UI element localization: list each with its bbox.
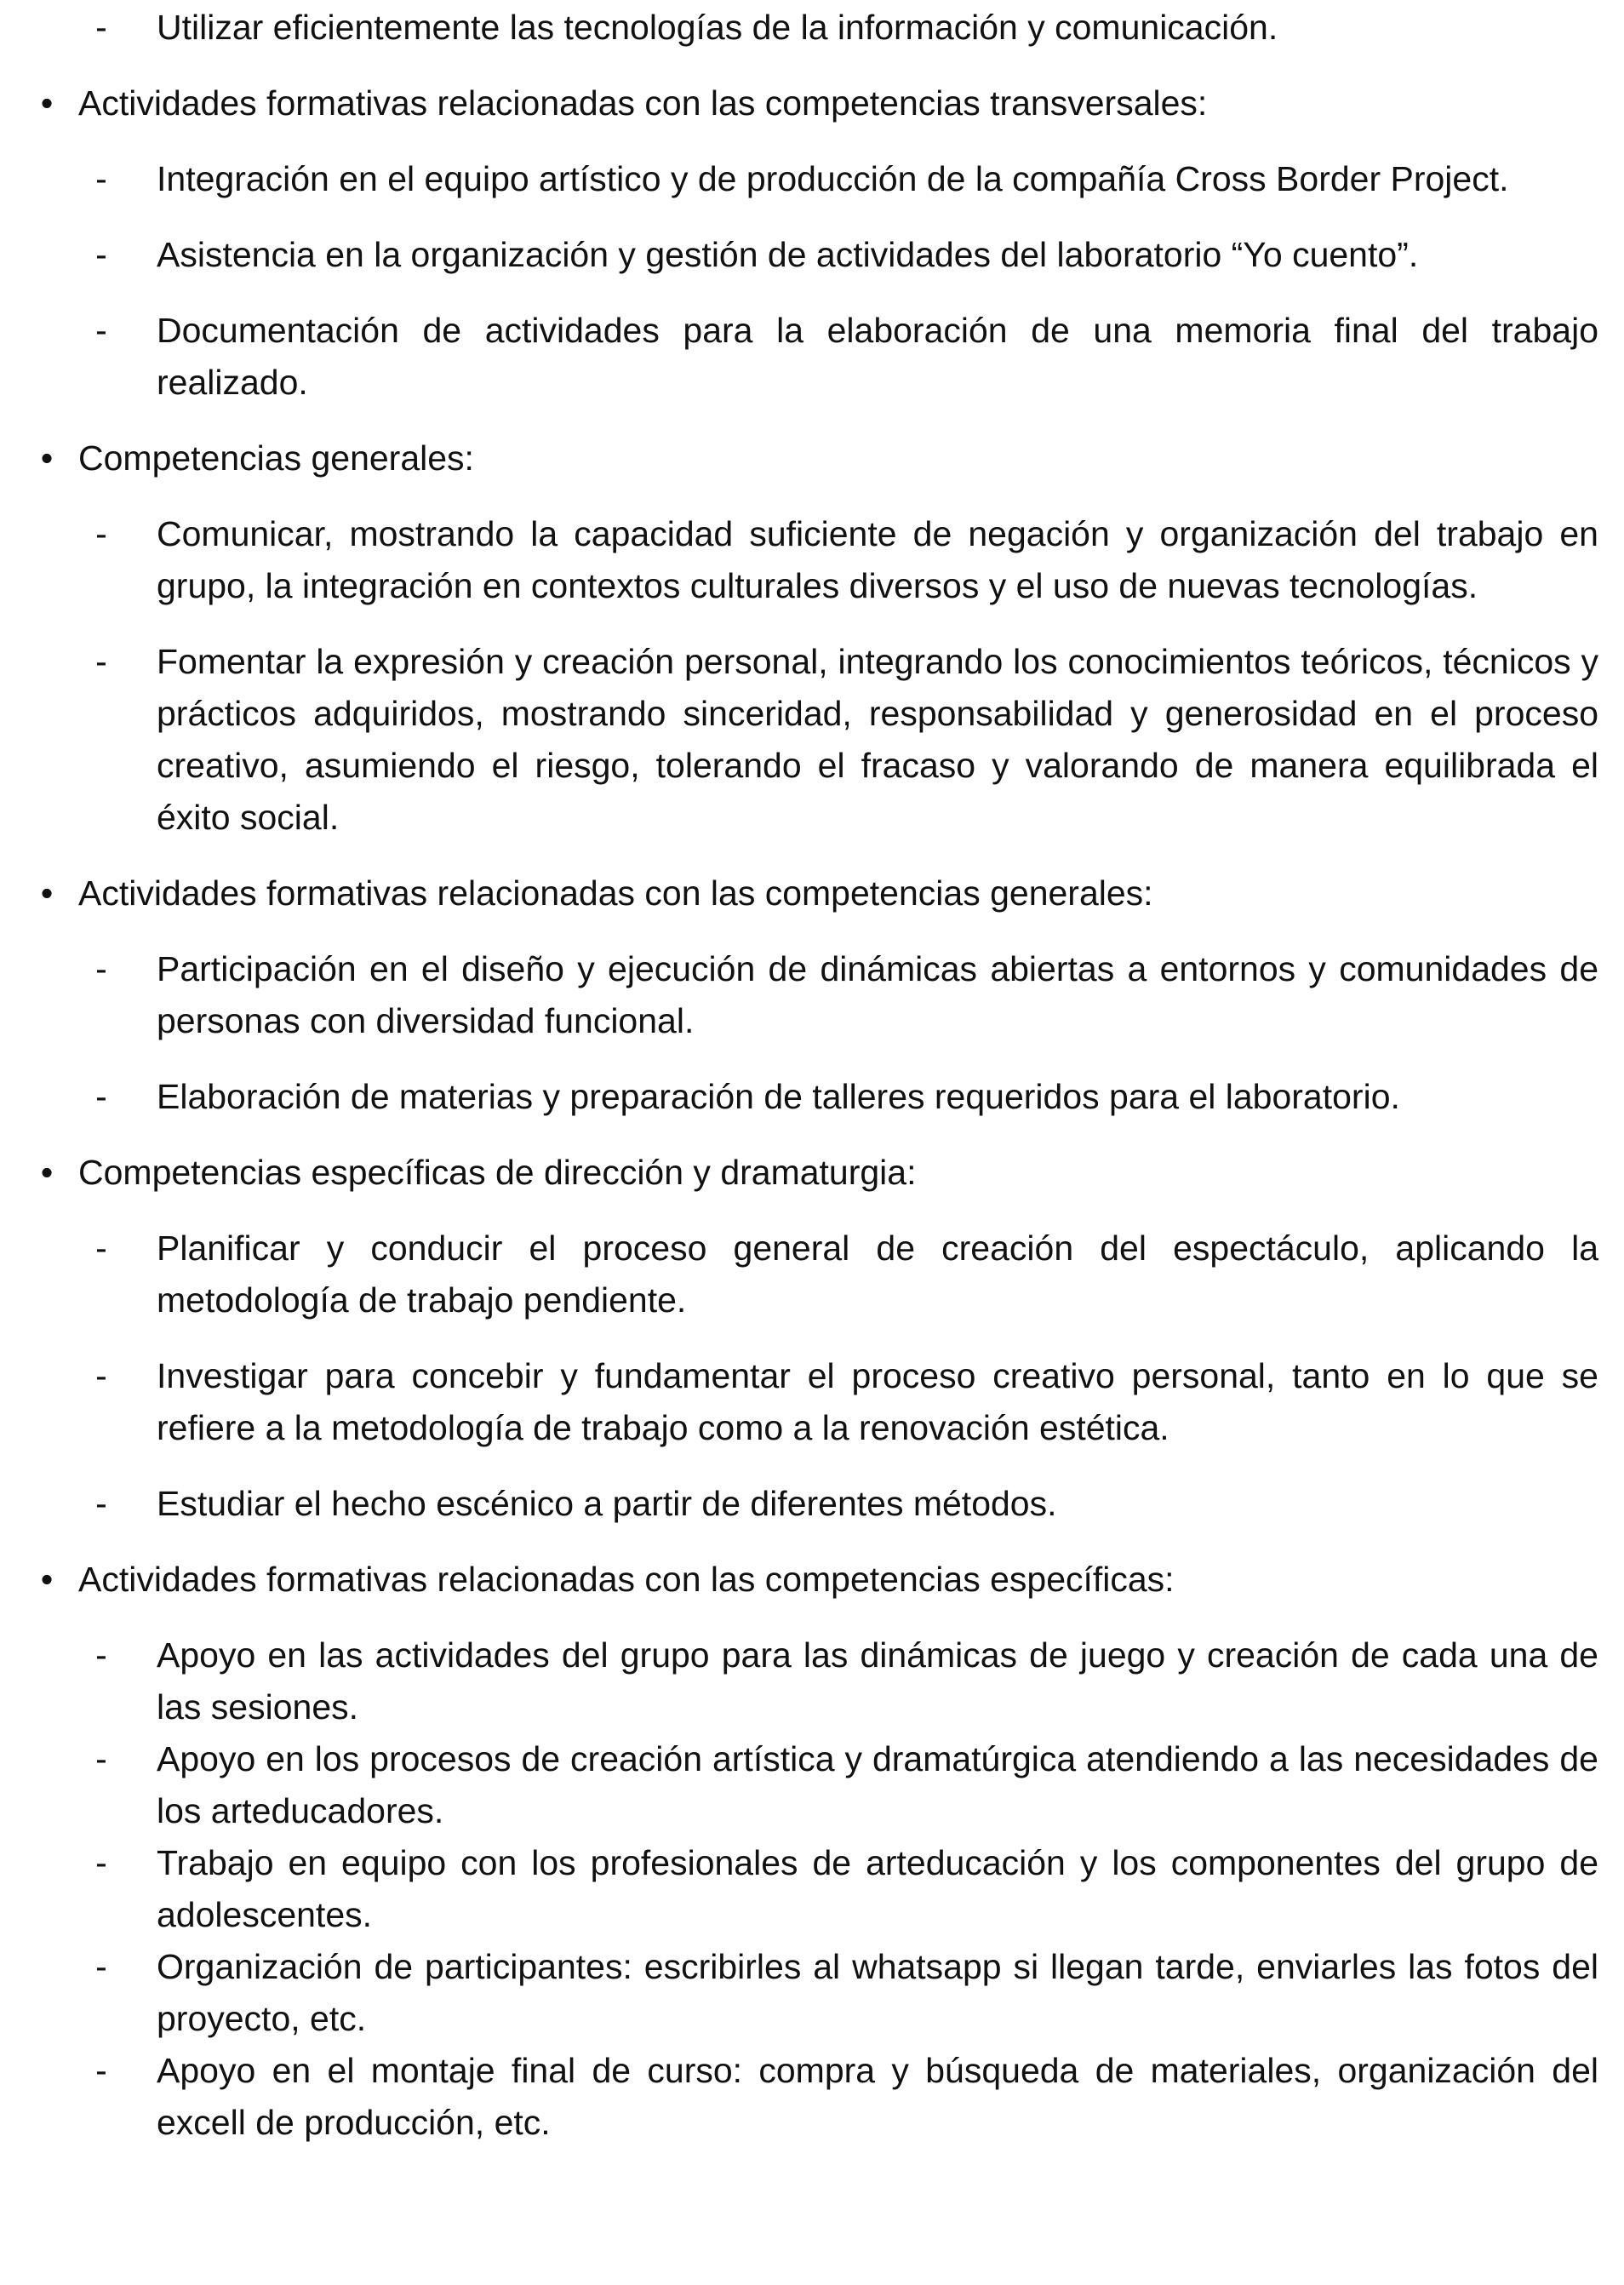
item-text: Trabajo en equipo con los profesionales de arteducación y los componentes del grupo de adolescentes. (157, 1843, 1598, 1934)
bullet-marker: • (40, 438, 54, 478)
item-text: Integración en el equipo artístico y de producción de la compañía Cross Border Project. (157, 159, 1509, 198)
list-item-bullet (40, 1147, 1598, 1199)
list-item-dash (95, 1733, 1598, 1837)
item-text: Apoyo en las actividades del grupo para las dinámicas de juego y creación de cada una de las sesiones. (157, 1635, 1598, 1727)
item-text: Planificar y conducir el proceso general de creación del espectáculo, aplicando la metodología de trabajo pendiente. (157, 1228, 1598, 1320)
bullet-marker: • (40, 83, 54, 123)
item-text: Estudiar el hecho escénico a partir de diferentes métodos. (157, 1484, 1057, 1523)
dash-marker: - (95, 1077, 107, 1116)
list-item-dash (95, 2045, 1598, 2149)
list-item-dash (95, 1941, 1598, 2045)
list-item-dash (95, 153, 1598, 205)
dash-marker: - (95, 159, 107, 198)
list-item-bullet (40, 432, 1598, 484)
item-text: Fomentar la expresión y creación personal, integrando los conocimientos teóricos, técnicos y prácticos adquiridos, mostrando sinceridad, responsabilidad y generosidad en el proceso creativo, asumiendo el riesgo, tolerando el fracaso y valorando de manera equilibrada el éxito social. (157, 642, 1598, 837)
dash-marker: - (95, 2051, 107, 2090)
list-item-dash (95, 943, 1598, 1047)
item-text: Actividades formativas relacionadas con las competencias específicas: (78, 1560, 1175, 1599)
dash-marker: - (95, 1635, 107, 1675)
list-item-dash (95, 305, 1598, 409)
dash-marker: - (95, 949, 107, 988)
list-item-dash (95, 229, 1598, 281)
item-text: Participación en el diseño y ejecución de dinámicas abiertas a entornos y comunidades de personas con diversidad funcional. (157, 949, 1598, 1040)
dash-marker: - (95, 1947, 107, 1986)
item-text: Elaboración de materias y preparación de talleres requeridos para el laboratorio. (157, 1077, 1400, 1116)
dash-marker: - (95, 8, 107, 47)
list-item-dash (95, 1223, 1598, 1326)
bullet-marker: • (40, 873, 54, 913)
dash-marker: - (95, 235, 107, 274)
item-text: Actividades formativas relacionadas con las competencias transversales: (78, 83, 1208, 123)
list-item-bullet (40, 77, 1598, 129)
list-item-dash (95, 1629, 1598, 1733)
list-item-bullet (40, 1554, 1598, 1606)
item-text: Actividades formativas relacionadas con las competencias generales: (78, 873, 1153, 913)
item-text: Asistencia en la organización y gestión de actividades del laboratorio “Yo cuento”. (157, 235, 1419, 274)
item-text: Comunicar, mostrando la capacidad suficiente de negación y organización del trabajo en grupo, la integración en contextos culturales diversos y el uso de nuevas tecnologías. (157, 514, 1598, 605)
dash-marker: - (95, 1356, 107, 1395)
item-text: Documentación de actividades para la elaboración de una memoria final del trabajo realizado. (157, 311, 1598, 402)
dash-marker: - (95, 1228, 107, 1268)
bullet-marker: • (40, 1153, 54, 1192)
item-text: Investigar para concebir y fundamentar el proceso creativo personal, tanto en lo que se refiere a la metodología de trabajo como a la renovación estética. (157, 1356, 1598, 1447)
list-item-dash (95, 1837, 1598, 1941)
dash-marker: - (95, 1739, 107, 1778)
item-text: Competencias específicas de dirección y dramaturgia: (78, 1153, 917, 1192)
dash-marker: - (95, 1484, 107, 1523)
list-item-dash (95, 1071, 1598, 1123)
dash-marker: - (95, 1843, 107, 1882)
list-item-dash (95, 2, 1598, 54)
item-text: Apoyo en el montaje final de curso: compra y búsqueda de materiales, organización del excell de producción, etc. (157, 2051, 1598, 2142)
list-item-bullet (40, 868, 1598, 919)
list-item-dash (95, 1350, 1598, 1454)
dash-marker: - (95, 642, 107, 681)
bullet-marker: • (40, 1560, 54, 1599)
dash-marker: - (95, 311, 107, 350)
list-item-dash (95, 508, 1598, 612)
item-text: Apoyo en los procesos de creación artística y dramatúrgica atendiendo a las necesidades de los arteducadores. (157, 1739, 1598, 1830)
dash-marker: - (95, 514, 107, 553)
item-text: Organización de participantes: escribirles al whatsapp si llegan tarde, enviarles las fotos del proyecto, etc. (157, 1947, 1598, 2038)
list-item-dash (95, 1478, 1598, 1530)
item-text: Competencias generales: (78, 438, 474, 478)
item-text: Utilizar eficientemente las tecnologías de la información y comunicación. (157, 8, 1278, 47)
list-item-dash (95, 636, 1598, 844)
